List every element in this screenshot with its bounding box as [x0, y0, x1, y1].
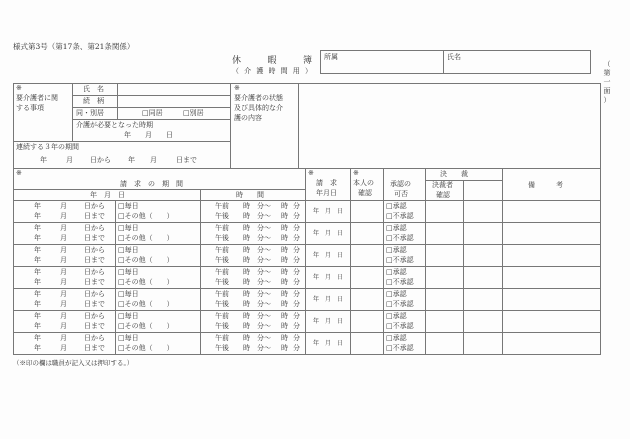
self-confirm-header: 確認 [358, 189, 372, 197]
minute-label: 分 [293, 202, 300, 210]
decision-header: 決 裁 [440, 170, 468, 178]
other-checkbox[interactable]: □その他（ ） [118, 256, 174, 264]
title-char: 休 [232, 56, 242, 66]
affiliation-field[interactable] [321, 51, 444, 73]
remarks-field[interactable] [503, 201, 599, 222]
year-label: 年 [34, 334, 41, 342]
remarks-field[interactable] [503, 223, 599, 244]
request-date-field[interactable]: 年 月 日 [313, 252, 344, 259]
day-to-label: 日まで [84, 256, 105, 264]
year-label: 年 [34, 278, 41, 286]
subtitle-char: 介 [244, 67, 252, 75]
time-cell[interactable] [201, 201, 304, 222]
hour-label: 時 [281, 344, 288, 352]
remarks-field[interactable] [503, 311, 599, 332]
minute-label: 分〜 [257, 278, 271, 286]
minute-label: 分 [293, 344, 300, 352]
condition-label: 護の内容 [234, 114, 262, 122]
disapprove-checkbox[interactable]: □不承認 [386, 322, 414, 330]
am-label: 午前 [215, 246, 229, 254]
daily-checkbox[interactable]: □毎日 [118, 312, 139, 320]
period-date-cell[interactable] [14, 267, 114, 288]
day-to-label: 日まで [84, 212, 105, 220]
subtitle-char: 間 [280, 67, 288, 75]
minute-label: 分〜 [257, 246, 271, 254]
page-mark-char: 一 [603, 78, 611, 86]
minute-label: 分〜 [257, 344, 271, 352]
month-label: 月 [60, 234, 67, 242]
date-subheader: 年 月 日 [90, 191, 125, 199]
minute-label: 分〜 [257, 234, 271, 242]
self-confirm-header: 本人の [353, 179, 374, 187]
hour-label: 時 [243, 212, 250, 220]
self-confirm-field[interactable] [351, 267, 382, 288]
request-date-field[interactable]: 年 月 日 [313, 340, 344, 347]
hour-label: 時 [281, 202, 288, 210]
page-number-mark [603, 60, 611, 105]
hour-label: 時 [281, 256, 288, 264]
daily-checkbox[interactable]: □毎日 [118, 268, 139, 276]
year-label: 年 [34, 212, 41, 220]
request-date-header: 年月日 [316, 189, 337, 197]
page-mark-char: ） [603, 96, 611, 104]
daily-checkbox[interactable]: □毎日 [118, 334, 139, 342]
required-mark: ※ [308, 169, 314, 177]
pm-label: 午後 [215, 300, 229, 308]
minute-label: 分 [293, 234, 300, 242]
hour-label: 時 [281, 278, 288, 286]
month-label: 月 [60, 202, 67, 210]
month-label: 月 [60, 344, 67, 352]
year-label: 年 [34, 234, 41, 242]
decider-confirm-field[interactable] [426, 223, 462, 244]
hour-label: 時 [243, 312, 250, 320]
day-from-label: 日から [84, 268, 105, 276]
month-label: 月 [60, 224, 67, 232]
request-date-field[interactable]: 年 月 日 [313, 318, 344, 325]
hour-label: 時 [281, 212, 288, 220]
approve-checkbox[interactable]: □承認 [386, 246, 407, 254]
day-from-label: 日から [84, 334, 105, 342]
care-needed-date[interactable]: 年 月 日 [124, 131, 173, 139]
approve-checkbox[interactable]: □承認 [386, 202, 407, 210]
time-cell[interactable] [201, 245, 304, 266]
year-label: 年 [34, 300, 41, 308]
minute-label: 分 [293, 224, 300, 232]
decision-stamp-field[interactable] [464, 267, 501, 288]
approve-checkbox[interactable]: □承認 [386, 268, 407, 276]
am-label: 午前 [215, 224, 229, 232]
month-label: 月 [60, 256, 67, 264]
request-date-field[interactable]: 年 月 日 [313, 230, 344, 237]
other-checkbox[interactable]: □その他（ ） [118, 300, 174, 308]
divider [13, 141, 230, 142]
day-from-label: 日から [84, 224, 105, 232]
page-mark-char: （ [603, 60, 611, 68]
time-subheader: 時 間 [236, 191, 264, 199]
divider [600, 83, 601, 355]
am-label: 午前 [215, 268, 229, 276]
minute-label: 分 [293, 300, 300, 308]
minute-label: 分〜 [257, 268, 271, 276]
daily-checkbox[interactable]: □毎日 [118, 224, 139, 232]
period-date-cell[interactable] [14, 333, 114, 354]
minute-label: 分〜 [257, 300, 271, 308]
month-label: 月 [66, 156, 73, 164]
care-recipient-section-label: する事項 [16, 104, 44, 112]
minute-label: 分〜 [257, 290, 271, 298]
self-confirm-field[interactable] [351, 201, 382, 222]
pm-label: 午後 [215, 322, 229, 330]
daily-checkbox[interactable]: □毎日 [118, 246, 139, 254]
remarks-header: 備 考 [528, 181, 563, 189]
minute-label: 分〜 [257, 224, 271, 232]
day-from-label: 日から [84, 312, 105, 320]
pm-label: 午後 [215, 212, 229, 220]
year-label: 年 [34, 312, 41, 320]
divider [383, 168, 384, 355]
separate-checkbox[interactable]: □別居 [183, 109, 204, 117]
minute-label: 分 [293, 312, 300, 320]
decider-confirm-field[interactable] [426, 267, 462, 288]
month-label: 月 [60, 246, 67, 254]
minute-label: 分 [293, 334, 300, 342]
day-to-label: 日まで [84, 322, 105, 330]
decision-stamp-field[interactable] [464, 333, 501, 354]
day-from-label: 日から [84, 246, 105, 254]
hour-label: 時 [281, 334, 288, 342]
cohabit-checkbox[interactable]: □同居 [142, 109, 163, 117]
month-label: 月 [60, 322, 67, 330]
day-to-label: 日まで [84, 300, 105, 308]
hour-label: 時 [281, 268, 288, 276]
time-cell[interactable] [201, 333, 304, 354]
month-label: 月 [60, 268, 67, 276]
hour-label: 時 [281, 290, 288, 298]
decider-confirm-field[interactable] [426, 289, 462, 310]
required-mark: ※ [16, 84, 22, 92]
subtitle-char: ） [304, 67, 312, 75]
month-label: 月 [60, 212, 67, 220]
continuous-period-label: 連続する３年の期間 [16, 143, 79, 151]
other-checkbox[interactable]: □その他（ ） [118, 234, 174, 242]
continuous-period-field[interactable] [14, 154, 229, 166]
pm-label: 午後 [215, 234, 229, 242]
approval-header: 承認の [390, 180, 411, 188]
decider-confirm-header: 決裁者 [432, 181, 453, 189]
condition-label: 及び具体的な介 [234, 104, 283, 112]
divider [230, 83, 231, 168]
day-from-label: 日から [84, 202, 105, 210]
daily-checkbox[interactable]: □毎日 [118, 290, 139, 298]
year-label: 年 [34, 202, 41, 210]
minute-label: 分〜 [257, 256, 271, 264]
minute-label: 分 [293, 212, 300, 220]
minute-label: 分 [293, 322, 300, 330]
minute-label: 分 [293, 278, 300, 286]
title-char: 暇 [267, 56, 277, 66]
hour-label: 時 [243, 224, 250, 232]
self-confirm-field[interactable] [351, 289, 382, 310]
other-checkbox[interactable]: □その他（ ） [118, 212, 174, 220]
relation-field[interactable] [118, 96, 229, 107]
year-label: 年 [34, 256, 41, 264]
divider [72, 107, 230, 108]
remarks-field[interactable] [503, 267, 599, 288]
year-label: 年 [34, 246, 41, 254]
month-label: 月 [60, 300, 67, 308]
pm-label: 午後 [215, 278, 229, 286]
required-mark: ※ [16, 169, 22, 177]
decision-stamp-field[interactable] [464, 245, 501, 266]
disapprove-checkbox[interactable]: □不承認 [386, 344, 414, 352]
remarks-field[interactable] [503, 289, 599, 310]
footer-note: （※印の欄は職員が記入又は押印する。） [13, 359, 134, 367]
decision-stamp-field[interactable] [464, 289, 501, 310]
minute-label: 分〜 [257, 322, 271, 330]
care-needed-label: 介護が必要となった時期 [76, 121, 153, 129]
page-mark-char: 第 [603, 69, 611, 77]
hour-label: 時 [281, 224, 288, 232]
approve-checkbox[interactable]: □承認 [386, 334, 407, 342]
hour-label: 時 [281, 234, 288, 242]
hour-label: 時 [243, 300, 250, 308]
divider [13, 189, 305, 190]
request-date-header: 請 求 [316, 179, 337, 187]
affiliation-label: 所属 [324, 53, 338, 61]
year-label: 年 [34, 224, 41, 232]
period-date-cell[interactable] [14, 289, 114, 310]
am-label: 午前 [215, 290, 229, 298]
hour-label: 時 [281, 300, 288, 308]
hour-label: 時 [243, 246, 250, 254]
recipient-name-field[interactable] [118, 84, 229, 95]
day-from-label: 日から [84, 290, 105, 298]
page-subtitle [232, 66, 312, 76]
request-date-field[interactable]: 年 月 日 [313, 296, 344, 303]
hour-label: 時 [281, 312, 288, 320]
page-mark-char: 面 [603, 87, 611, 95]
day-to-label: 日まで [84, 234, 105, 242]
year-label: 年 [34, 290, 41, 298]
disapprove-checkbox[interactable]: □不承認 [386, 212, 414, 220]
day-to-label: 日まで [84, 278, 105, 286]
hour-label: 時 [243, 334, 250, 342]
disapprove-checkbox[interactable]: □不承認 [386, 278, 414, 286]
divider [13, 354, 601, 355]
divider [305, 168, 306, 355]
request-date-field[interactable]: 年 月 日 [313, 208, 344, 215]
year-label: 年 [34, 322, 41, 330]
remarks-field[interactable] [503, 333, 599, 354]
decider-confirm-field[interactable] [426, 201, 462, 222]
month-label: 月 [60, 334, 67, 342]
care-recipient-section-label: 要介護者に関 [16, 94, 58, 102]
request-period-header: 請 求 の 期 間 [120, 180, 183, 188]
disapprove-checkbox[interactable]: □不承認 [386, 300, 414, 308]
minute-label: 分 [293, 290, 300, 298]
hour-label: 時 [243, 322, 250, 330]
decision-stamp-field[interactable] [464, 311, 501, 332]
other-checkbox[interactable]: □その他（ ） [118, 322, 174, 330]
time-cell[interactable] [201, 267, 304, 288]
disapprove-checkbox[interactable]: □不承認 [386, 256, 414, 264]
remarks-field[interactable] [503, 245, 599, 266]
period-date-cell[interactable] [14, 311, 114, 332]
decision-stamp-field[interactable] [464, 223, 501, 244]
year-label: 年 [34, 268, 41, 276]
year-label: 年 [128, 156, 135, 164]
minute-label: 分〜 [257, 202, 271, 210]
time-cell[interactable] [201, 311, 304, 332]
month-label: 月 [60, 312, 67, 320]
self-confirm-field[interactable] [351, 333, 382, 354]
decider-confirm-header: 確認 [436, 191, 450, 199]
disapprove-checkbox[interactable]: □不承認 [386, 234, 414, 242]
required-mark: ※ [353, 169, 359, 177]
hour-label: 時 [281, 246, 288, 254]
approval-header: 可否 [394, 190, 408, 198]
condition-label: 要介護者の状態 [234, 94, 283, 102]
employee-name-field[interactable] [444, 51, 590, 73]
title-char: 簿 [302, 56, 312, 66]
divider [72, 119, 230, 120]
hour-label: 時 [243, 268, 250, 276]
subtitle-char: 時 [268, 67, 276, 75]
divider [72, 83, 73, 141]
hour-label: 時 [243, 202, 250, 210]
required-mark: ※ [234, 84, 240, 92]
hour-label: 時 [243, 278, 250, 286]
year-label: 年 [40, 156, 47, 164]
self-confirm-field[interactable] [351, 245, 382, 266]
month-label: 月 [60, 278, 67, 286]
hour-label: 時 [281, 322, 288, 330]
employee-name-label: 氏名 [447, 53, 461, 61]
cohabit-label: 同・別居 [76, 109, 104, 117]
am-label: 午前 [215, 334, 229, 342]
minute-label: 分 [293, 268, 300, 276]
subtitle-char: 護 [256, 67, 264, 75]
minute-label: 分〜 [257, 312, 271, 320]
self-confirm-field[interactable] [351, 311, 382, 332]
decider-confirm-field[interactable] [426, 245, 462, 266]
decider-confirm-field[interactable] [426, 333, 462, 354]
hour-label: 時 [243, 234, 250, 242]
employee-id-box [320, 50, 591, 74]
form-number: 様式第3号（第17条、第21条関係） [13, 42, 135, 51]
hour-label: 時 [243, 290, 250, 298]
divider [13, 168, 601, 169]
subtitle-char: （ [232, 67, 239, 75]
year-label: 年 [34, 344, 41, 352]
hour-label: 時 [243, 256, 250, 264]
subtitle-char: 用 [292, 67, 300, 75]
relation-label: 続 柄 [83, 97, 104, 105]
minute-label: 分 [293, 246, 300, 254]
period-date-cell[interactable] [14, 201, 114, 222]
minute-label: 分〜 [257, 334, 271, 342]
pm-label: 午後 [215, 344, 229, 352]
daily-checkbox[interactable]: □毎日 [118, 202, 139, 210]
minute-label: 分〜 [257, 212, 271, 220]
time-cell[interactable] [201, 223, 304, 244]
day-to-label: 日まで [84, 344, 105, 352]
month-label: 月 [60, 290, 67, 298]
day-to-label: 日まで [176, 156, 197, 164]
self-confirm-field[interactable] [351, 223, 382, 244]
approve-checkbox[interactable]: □承認 [386, 224, 407, 232]
approve-checkbox[interactable]: □承認 [386, 290, 407, 298]
minute-label: 分 [293, 256, 300, 264]
month-label: 月 [150, 156, 157, 164]
am-label: 午前 [215, 202, 229, 210]
time-cell[interactable] [201, 289, 304, 310]
pm-label: 午後 [215, 256, 229, 264]
recipient-name-label: 氏 名 [83, 85, 104, 93]
other-checkbox[interactable]: □その他（ ） [118, 344, 174, 352]
page-title [232, 53, 312, 66]
condition-field[interactable] [299, 84, 599, 167]
day-from-label: 日から [90, 156, 111, 164]
request-date-field[interactable]: 年 月 日 [313, 274, 344, 281]
hour-label: 時 [243, 344, 250, 352]
decision-stamp-field[interactable] [464, 201, 501, 222]
period-date-cell[interactable] [14, 223, 114, 244]
other-checkbox[interactable]: □その他（ ） [118, 278, 174, 286]
approve-checkbox[interactable]: □承認 [386, 312, 407, 320]
period-date-cell[interactable] [14, 245, 114, 266]
am-label: 午前 [215, 312, 229, 320]
decider-confirm-field[interactable] [426, 311, 462, 332]
